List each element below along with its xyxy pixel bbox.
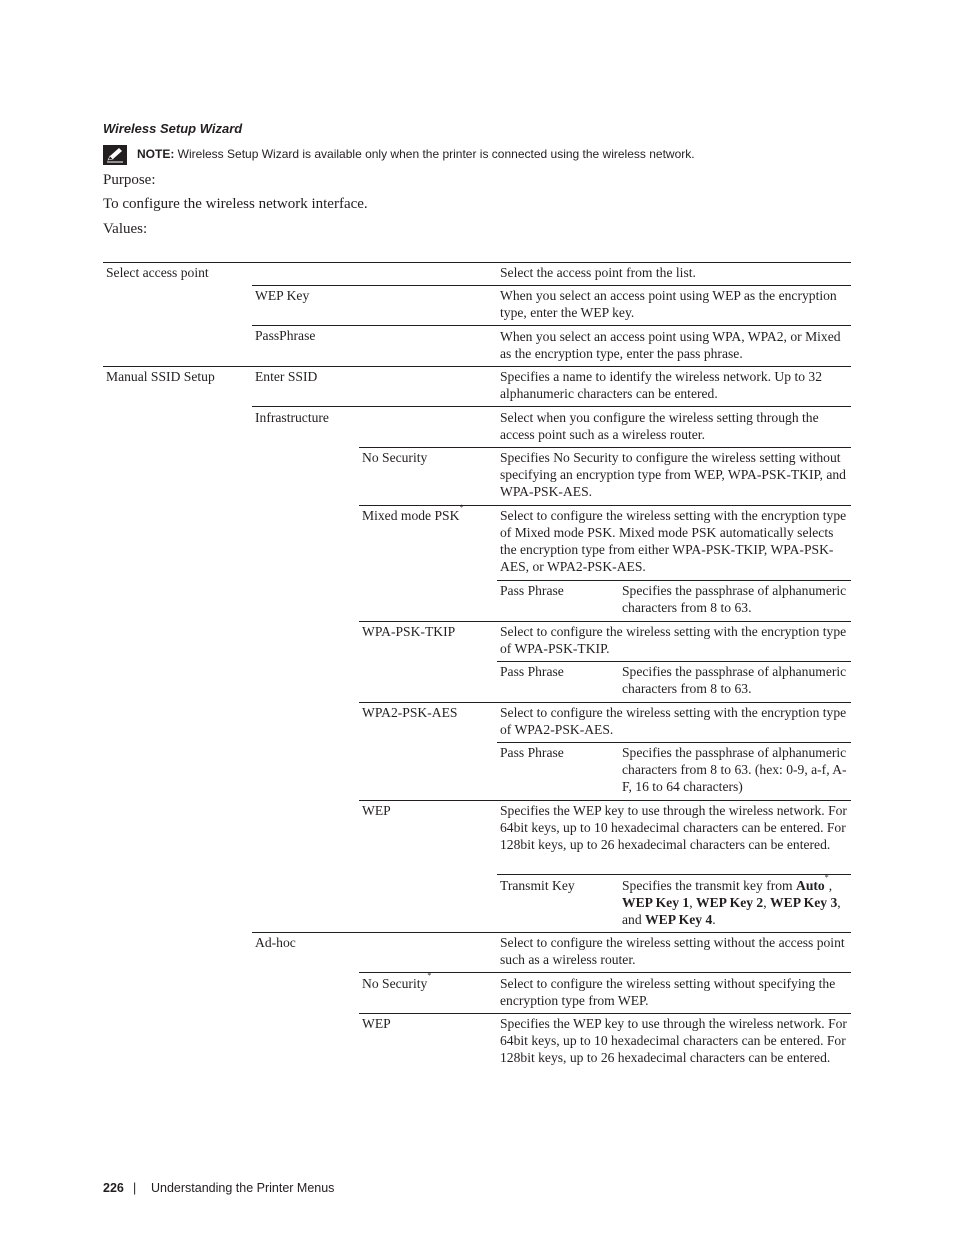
- table-rule: [359, 447, 851, 448]
- table-rule: [252, 285, 851, 286]
- desc-pass-phrase: Specifies the passphrase of alphanumeric characters from 8 to 63.: [622, 583, 847, 615]
- desc-enter-ssid: Specifies a name to identify the wireless network. Up to 32 alphanumeric characters can be entered.: [500, 369, 823, 401]
- cell-passphrase: PassPhrase: [255, 328, 316, 343]
- table-rule: [103, 366, 851, 367]
- desc-wep: Specifies the WEP key to use through the wireless network. For 64bit keys, up to 10 hexadecimal characters can be entered. For 128bit keys, up to 26 hexadecimal characters can be entered.: [500, 803, 847, 852]
- table-rule: [252, 406, 851, 407]
- table-rule: [359, 972, 851, 973]
- table-rule: [359, 505, 851, 506]
- cell-manual-ssid: Manual SSID Setup: [106, 369, 215, 384]
- page-number: 226: [103, 1181, 124, 1195]
- cell-transmit-key: Transmit Key: [500, 878, 575, 893]
- desc-pass-phrase: Specifies the passphrase of alphanumeric characters from 8 to 63.: [622, 664, 847, 696]
- cell-adhoc-wep: WEP: [362, 1016, 391, 1031]
- cell-wpa-tkip: WPA-PSK-TKIP: [362, 624, 456, 639]
- table-rule: [359, 702, 851, 703]
- cell-wep-key: WEP Key: [255, 288, 310, 303]
- purpose-label: Purpose:: [103, 172, 156, 188]
- desc-wep-key: When you select an access point using WEP as the encryption type, enter the WEP key.: [500, 288, 837, 320]
- cell-no-security: No Security: [362, 450, 428, 465]
- table-rule: [497, 661, 851, 662]
- desc-adhoc: Select to configure the wireless setting without the access point such as a wireless router.: [500, 935, 845, 967]
- desc-adhoc-no-security: Select to configure the wireless setting without specifying the encryption type from WEP.: [500, 976, 836, 1008]
- note-text: Wireless Setup Wizard is available only when the printer is connected using the wireless network.: [174, 147, 695, 161]
- table-rule: [359, 1013, 851, 1014]
- values-label: Values:: [103, 221, 148, 237]
- cell-mixed-psk: Mixed mode PSK*: [362, 503, 464, 523]
- cell-adhoc: Ad-hoc: [255, 935, 296, 950]
- purpose-text: To configure the wireless network interface.: [103, 196, 368, 212]
- desc-select-access-point: Select the access point from the list.: [500, 265, 696, 280]
- cell-wpa2-aes: WPA2-PSK-AES: [362, 705, 458, 720]
- table-rule: [497, 580, 851, 581]
- note-label: NOTE:: [137, 147, 175, 161]
- cell-pass-phrase: Pass Phrase: [500, 745, 564, 760]
- footer-section: Understanding the Printer Menus: [151, 1181, 335, 1195]
- cell-select-access-point: Select access point: [106, 265, 209, 280]
- cell-wep: WEP: [362, 803, 391, 818]
- desc-wpa2-aes: Select to configure the wireless setting with the encryption type of WPA2-PSK-AES.: [500, 705, 847, 737]
- desc-infrastructure: Select when you configure the wireless setting through the access point such as a wireless router.: [500, 410, 819, 442]
- desc-adhoc-wep: Specifies the WEP key to use through the wireless network. For 64bit keys, up to 10 hexadecimal characters can be entered. For 128bit keys, up to 26 hexadecimal characters can be entered.: [500, 1016, 847, 1065]
- table-rule: [497, 742, 851, 743]
- table-rule: [497, 874, 851, 875]
- table-rule: [252, 325, 851, 326]
- cell-infrastructure: Infrastructure: [255, 410, 329, 425]
- section-title: Wireless Setup Wizard: [103, 121, 243, 136]
- note-box: [103, 145, 853, 167]
- desc-passphrase: When you select an access point using WPA, WPA2, or Mixed as the encryption type, enter the pass phrase.: [500, 329, 841, 361]
- cell-pass-phrase: Pass Phrase: [500, 664, 564, 679]
- cell-enter-ssid: Enter SSID: [255, 369, 318, 384]
- desc-mixed-psk: Select to configure the wireless setting with the encryption type of Mixed mode PSK. Mixed mode PSK automatically selects the encryption type from either WPA-PSK-TKIP, WPA-PSK-AES, or WPA2-PSK-AES.: [500, 508, 847, 574]
- page-footer: [0, 1181, 954, 1201]
- note-pencil-icon: [103, 145, 127, 165]
- table-rule: [103, 262, 851, 263]
- desc-pass-phrase-hex: Specifies the passphrase of alphanumeric characters from 8 to 63. (hex: 0-9, a-f, A-F, 16 to 64 characters): [622, 745, 847, 794]
- cell-adhoc-no-security: No Security*: [362, 971, 432, 991]
- desc-no-security: Specifies No Security to configure the wireless setting without specifying an encryption type from WEP, WPA-PSK-TKIP, and WPA-PSK-AES.: [500, 450, 846, 499]
- footer-separator: |: [133, 1181, 137, 1195]
- desc-wpa-tkip: Select to configure the wireless setting with the encryption type of WPA-PSK-TKIP.: [500, 624, 847, 656]
- table-rule: [252, 932, 851, 933]
- desc-transmit-key: Specifies the transmit key from Auto*, WEP Key 1, WEP Key 2, WEP Key 3, and WEP Key 4.: [622, 873, 841, 927]
- table-rule: [359, 621, 851, 622]
- cell-pass-phrase: Pass Phrase: [500, 583, 564, 598]
- table-rule: [359, 800, 851, 801]
